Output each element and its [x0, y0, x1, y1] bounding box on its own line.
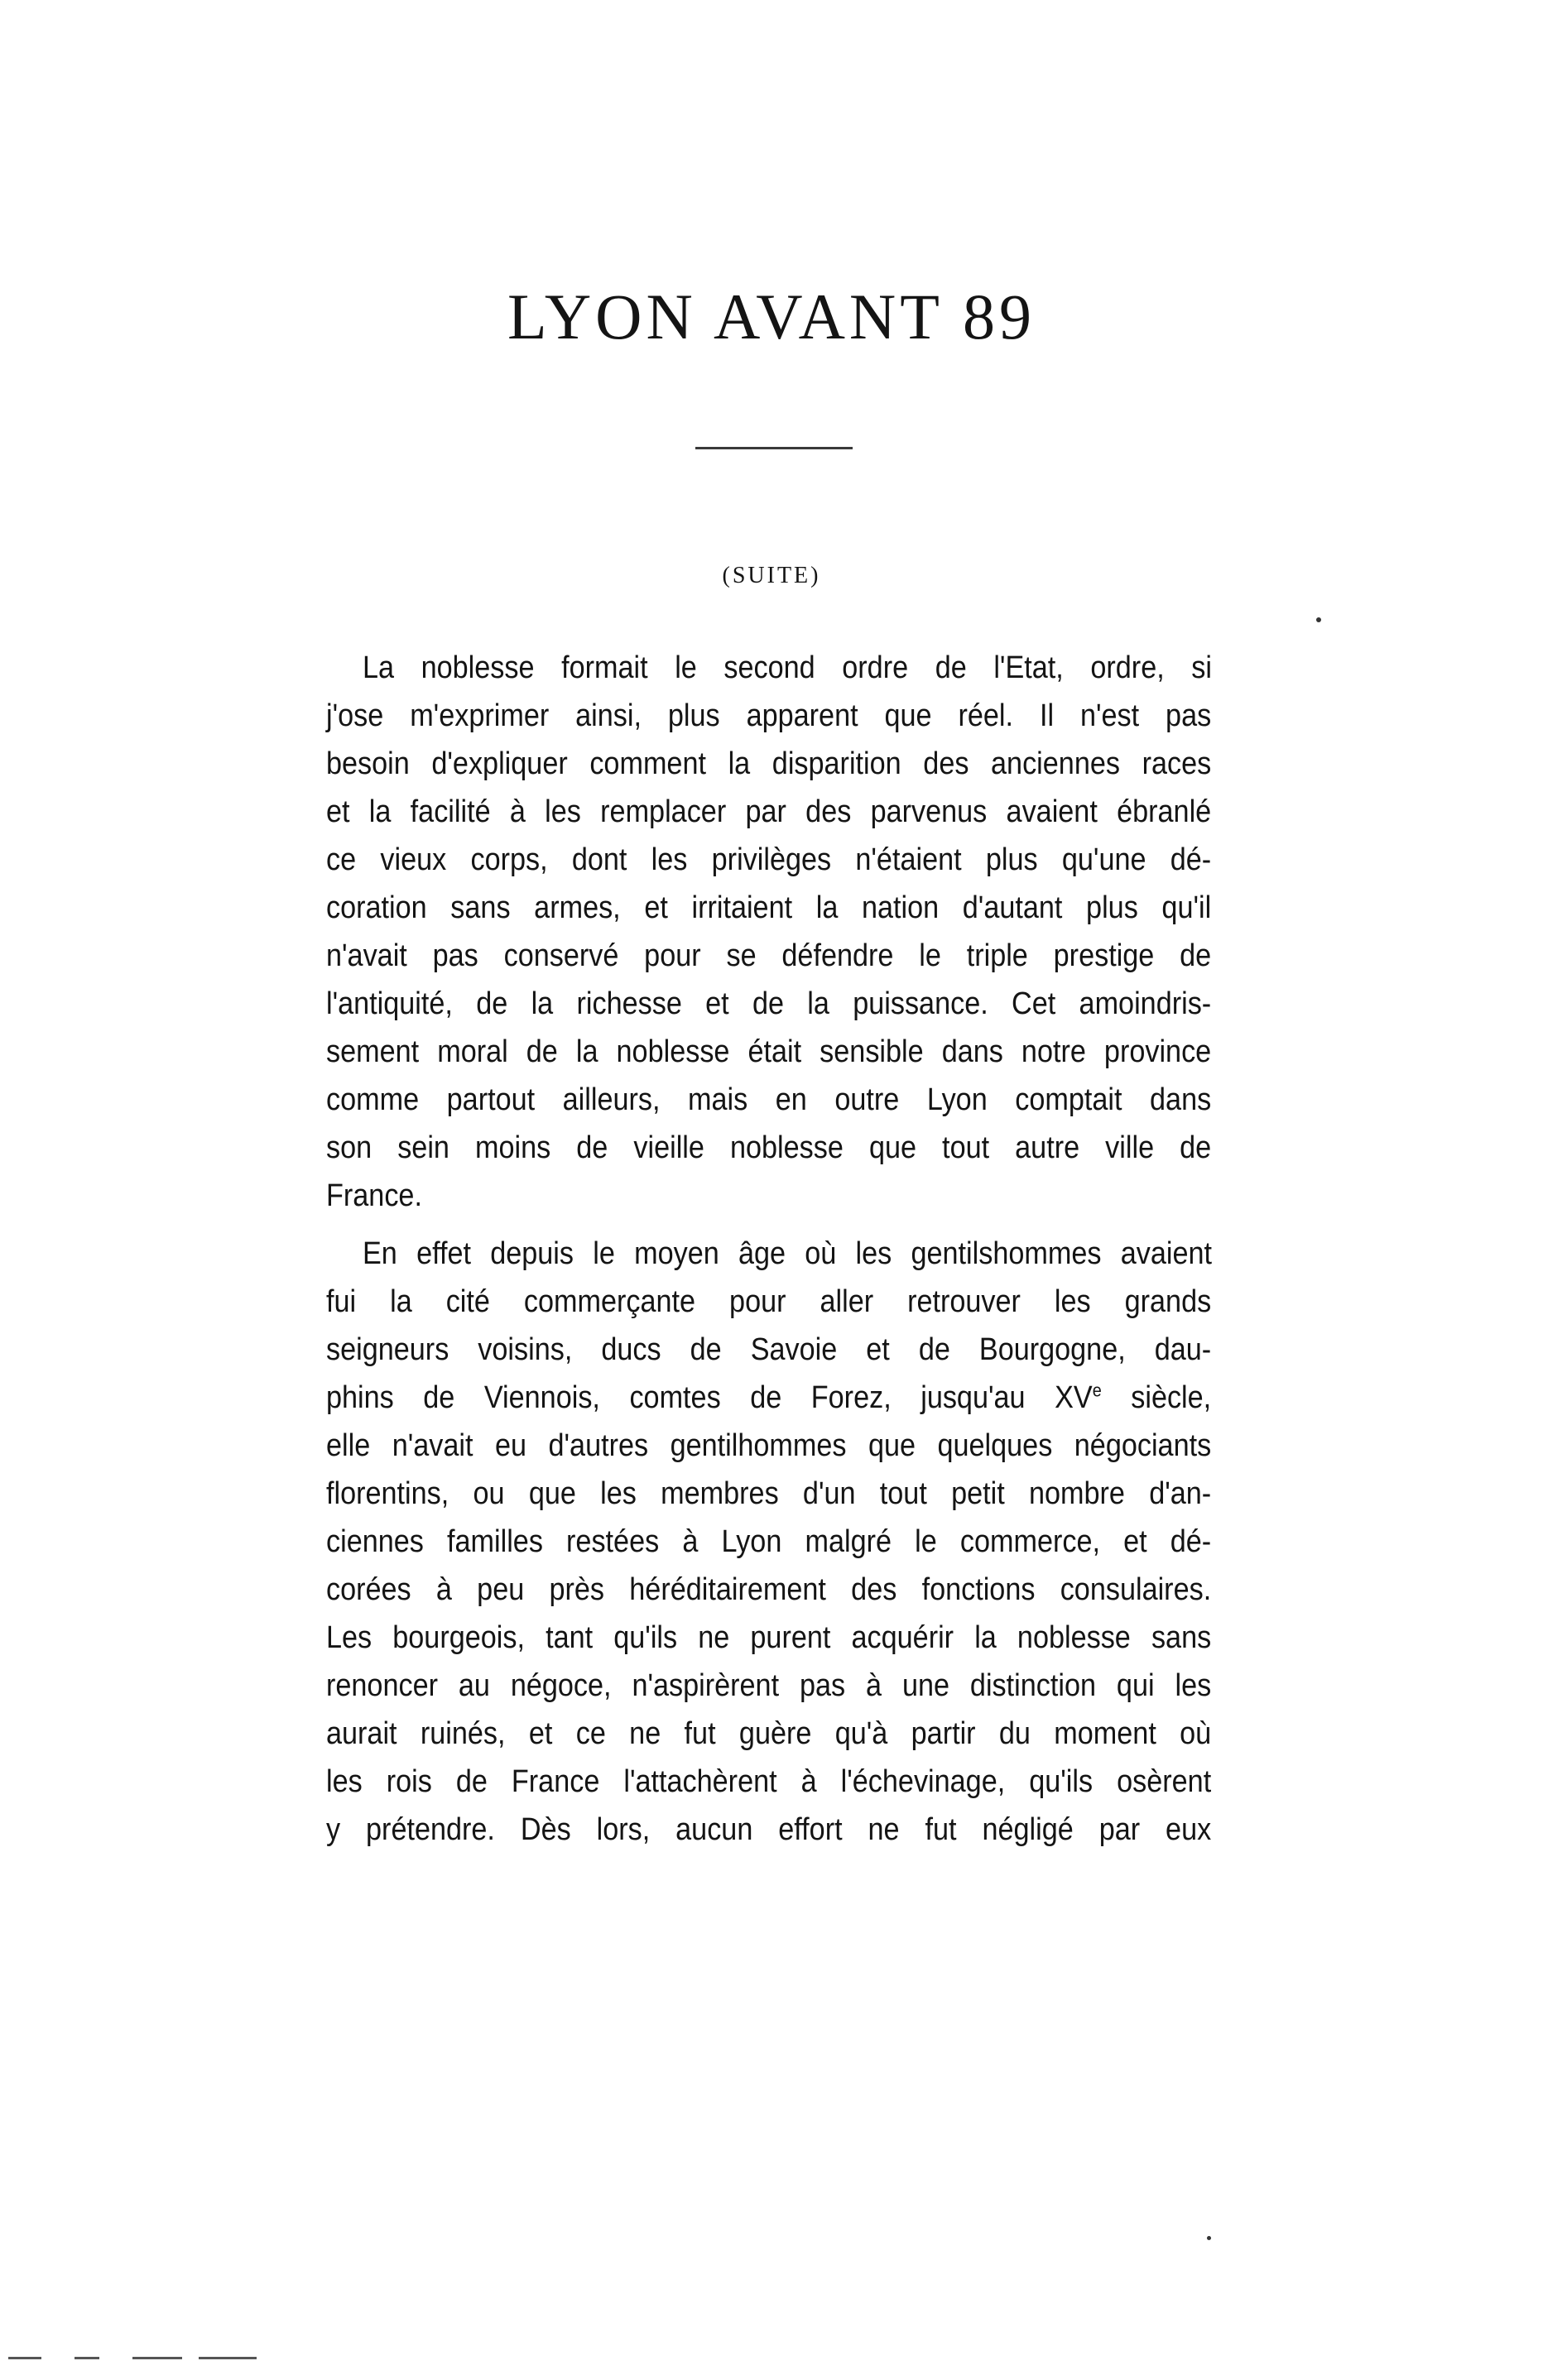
text-line: seigneurs voisins, ducs de Savoie et de Bourgogne, dau-: [326, 1332, 1212, 1367]
text-segment: siècle,: [1101, 1380, 1212, 1415]
text-line: En effet depuis le moyen âge où les gentilshommes avaient: [363, 1236, 1212, 1271]
text-line: comme partout ailleurs, mais en outre Lyon comptait dans: [326, 1082, 1212, 1117]
scan-mark: [75, 2357, 99, 2359]
scan-mark: [199, 2357, 257, 2359]
scan-mark: [132, 2357, 182, 2359]
scan-speck: [1207, 2236, 1211, 2240]
text-line: fui la cité commerçante pour aller retrouver les grands: [326, 1284, 1212, 1319]
text-line: aurait ruinés, et ce ne fut guère qu'à partir du moment où: [326, 1716, 1212, 1751]
suite-label: (SUITE): [722, 563, 821, 588]
text-line: France.: [326, 1178, 422, 1213]
text-line: j'ose m'exprimer ainsi, plus apparent que réel. Il n'est pas: [326, 698, 1212, 733]
text-line: elle n'avait eu d'autres gentilhommes que quelques négociants: [326, 1428, 1212, 1463]
text-line: corées à peu près héréditairement des fonctions consulaires.: [326, 1572, 1212, 1607]
text-line: sement moral de la noblesse était sensible dans notre province: [326, 1034, 1212, 1069]
superscript: e: [1092, 1380, 1102, 1401]
scan-speck: [1316, 617, 1321, 622]
text-line: [326, 1374, 1211, 1422]
text-line: n'avait pas conservé pour se défendre le triple prestige de: [326, 938, 1212, 973]
scan-mark: [8, 2357, 41, 2359]
text-line: ciennes familles restées à Lyon malgré le commerce, et dé-: [326, 1524, 1212, 1559]
text-line: florentins, ou que les membres d'un tout petit nombre d'an-: [326, 1476, 1212, 1511]
chapter-title: LYON AVANT 89: [507, 281, 1036, 353]
title-rule: [695, 447, 853, 449]
text-line: coration sans armes, et irritaient la nation d'autant plus qu'il: [326, 890, 1212, 925]
text-line: renoncer au négoce, n'aspirèrent pas à une distinction qui les: [326, 1668, 1212, 1703]
text-line: son sein moins de vieille noblesse que tout autre ville de: [326, 1130, 1212, 1165]
text-line: besoin d'expliquer comment la disparition des anciennes races: [326, 746, 1212, 781]
text-line: y prétendre. Dès lors, aucun effort ne fut négligé par eux: [326, 1812, 1212, 1847]
text-line: Les bourgeois, tant qu'ils ne purent acquérir la noblesse sans: [326, 1620, 1212, 1655]
text-line: La noblesse formait le second ordre de l'Etat, ordre, si: [363, 650, 1212, 685]
text-line: ce vieux corps, dont les privilèges n'étaient plus qu'une dé-: [326, 842, 1212, 877]
text-line: et la facilité à les remplacer par des parvenus avaient ébranlé: [326, 794, 1212, 829]
text-line: l'antiquité, de la richesse et de la puissance. Cet amoindris-: [326, 986, 1212, 1021]
text-segment: phins de Viennois, comtes de Forez, jusqu'au XV: [326, 1380, 1093, 1415]
text-line: les rois de France l'attachèrent à l'échevinage, qu'ils osèrent: [326, 1764, 1212, 1799]
